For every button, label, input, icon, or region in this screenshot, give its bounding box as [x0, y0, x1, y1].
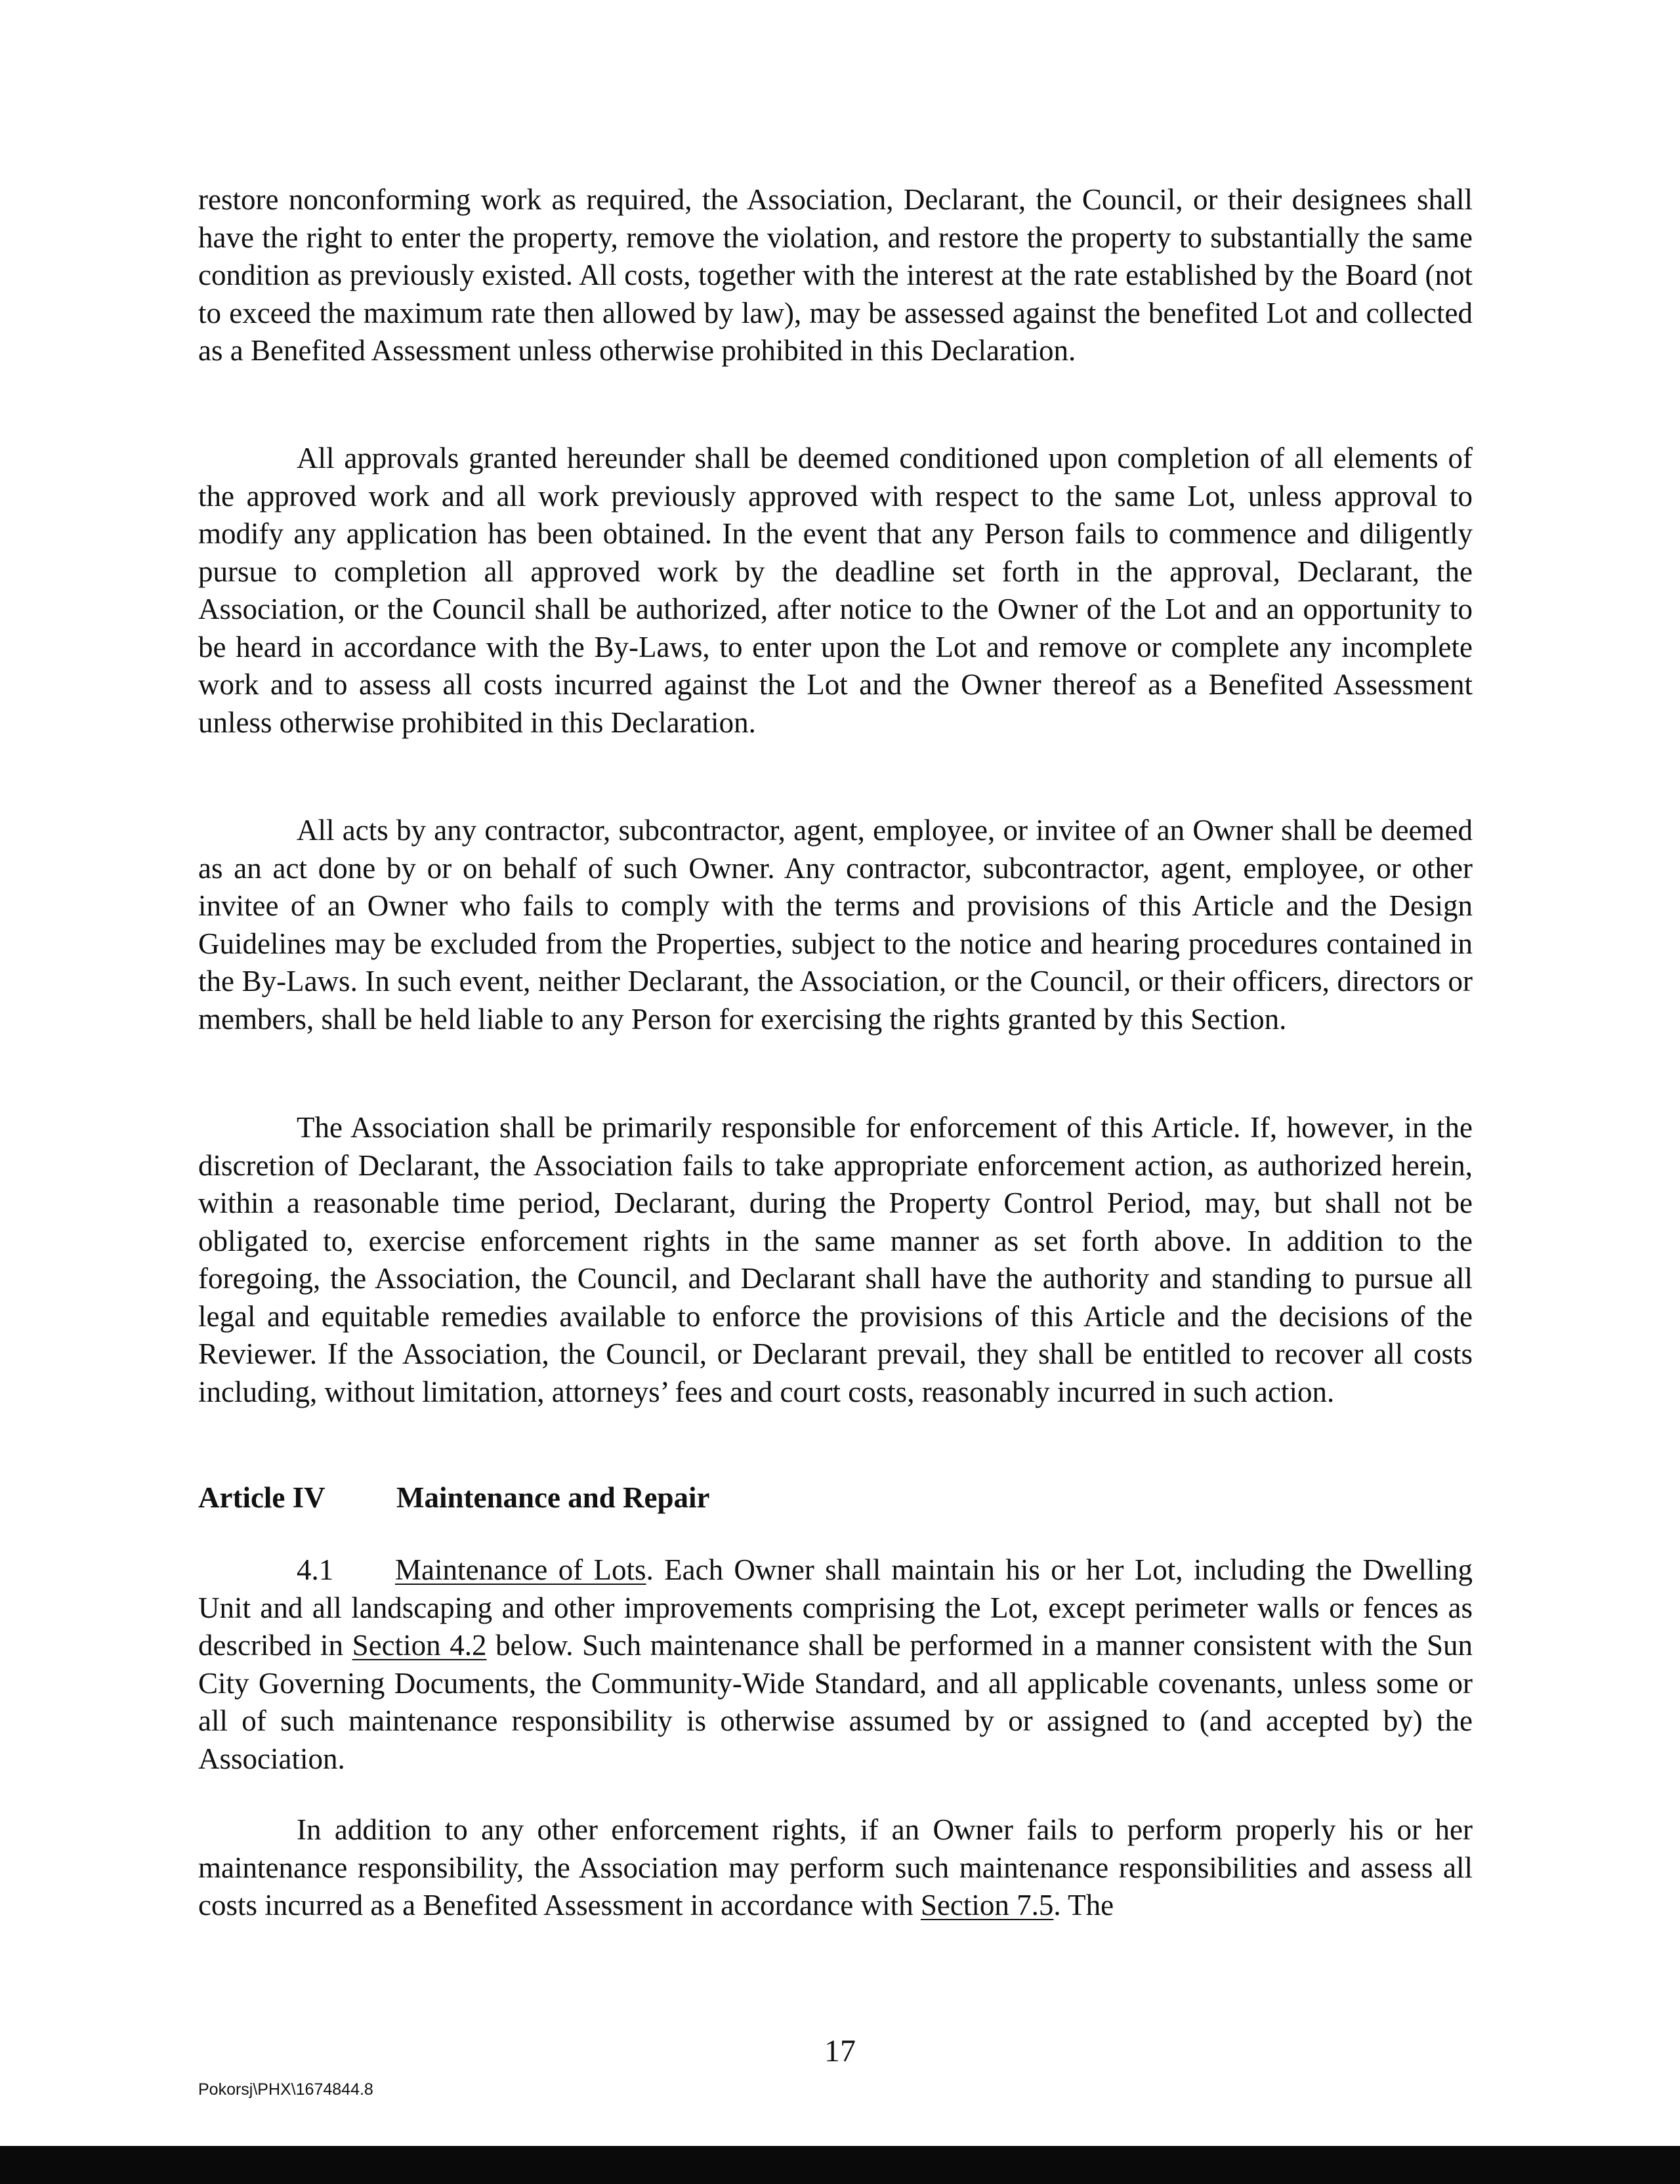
section-reference-link[interactable]: Section 7.5 [920, 1889, 1054, 1922]
paragraph-2: All approvals granted hereunder shall be deemed conditioned upon completion of all elements of the approved work and all work previously approved with respect to the same Lot, unless approval to modify any application has been obtained. In the event that any Person fails to commence and diligently pursue to completion all approved work by the deadline set forth in the approval, Declarant, the Association, or the Council shall be authorized, after notice to the Owner of the Lot and an opportunity to be heard in accordance with the By-Laws, to enter upon the Lot and remove or complete any incomplete work and to assess all costs incurred against the Lot and the Owner thereof as a Benefited Assessment unless otherwise prohibited in this Declaration. [198, 442, 1473, 739]
paragraph-1: restore nonconforming work as required, the Association, Declarant, the Council, or their designees shall have the right to enter the property, remove the violation, and restore the property to substantially the same condition as previously existed. All costs, together with the interest at the rate established by the Board (not to exceed the maximum rate then allowed by law), may be assessed against the benefited Lot and collected as a Benefited Assessment unless otherwise prohibited in this Declaration. [198, 183, 1473, 367]
paragraph-6-text-b: . The [1053, 1889, 1114, 1922]
article-number: Article IV [198, 1481, 326, 1514]
section-title: Maintenance of Lots [395, 1553, 646, 1586]
article-title: Maintenance and Repair [396, 1481, 710, 1514]
paragraph-6 [198, 1811, 1473, 1925]
paragraph-4: The Association shall be primarily responsible for enforcement of this Article. If, however, in the discretion of Declarant, the Association fails to take appropriate enforcement action, as authorized herein, within a reasonable time period, Declarant, during the Property Control Period, may, but shall not be obligated to, exercise enforcement rights in the same manner as set forth above. In addition to the foregoing, the Association, the Council, and Declarant shall have the authority and standing to pursue all legal and equitable remedies available to enforce the provisions of this Article and the decisions of the Reviewer. If the Association, the Council, or Declarant prevail, they shall be entitled to recover all costs including, without limitation, attorneys’ fees and court costs, reasonably incurred in such action. [198, 1111, 1473, 1408]
section-text-a: . Each Owner shall maintain his or her Lot, including the Dwelling Unit and all landscaping and other improvements comprising the Lot, except perimeter walls or fences as described in [198, 1553, 1473, 1662]
page-number: 17 [824, 2034, 856, 2068]
article-heading [198, 1479, 710, 1517]
document-id: Pokorsj\PHX\1674844.8 [198, 2080, 373, 2099]
section-text-b: below. Such maintenance shall be performed in a manner consistent with the Sun City Governing Documents, the Community-Wide Standard, and all applicable covenants, unless some or all of such maintenance responsibility is otherwise assumed by or assigned to (and accepted by) the Association. [198, 1629, 1473, 1775]
paragraph-6-text-a: In addition to any other enforcement rights, if an Owner fails to perform properly his or her maintenance responsibility, the Association may perform such maintenance responsibilities and assess all costs incurred as a Benefited Assessment in accordance with [198, 1813, 1473, 1922]
section-4-1-paragraph [198, 1551, 1473, 1778]
scan-border-bar [0, 2146, 1680, 2184]
section-number: 4.1 [297, 1553, 334, 1586]
paragraph-3: All acts by any contractor, subcontractor, agent, employee, or invitee of an Owner shall be deemed as an act done by or on behalf of such Owner. Any contractor, subcontractor, agent, employee, or other invitee of an Owner who fails to comply with the terms and provisions of this Article and the Design Guidelines may be excluded from the Properties, subject to the notice and hearing procedures contained in the By-Laws. In such event, neither Declarant, the Association, or the Council, or their officers, directors or members, shall be held liable to any Person for exercising the rights granted by this Section. [198, 814, 1473, 1036]
section-reference-link[interactable]: Section 4.2 [352, 1629, 487, 1662]
